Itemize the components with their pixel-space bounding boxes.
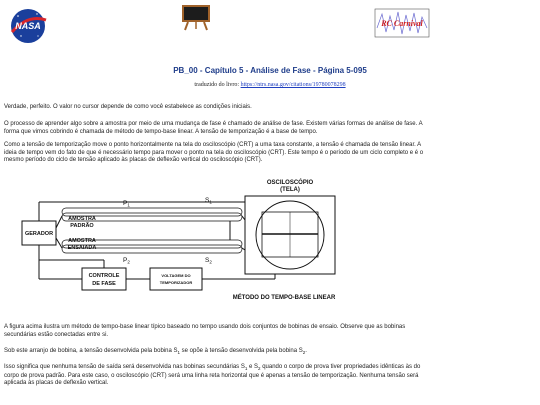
phase-control-label-2: DE FASE (92, 281, 116, 287)
standard-sample-label: AMOSTRA (68, 216, 96, 222)
paragraph-5: Sob este arranjo de bobina, a tensão desenvolvida pela bobina $S_1$ se opõe à tensão desenvolvida pela bobina $S_2$. (4, 348, 307, 356)
chalkboard-icon (180, 3, 212, 31)
tested-sample-label: AMOSTRA (68, 238, 96, 244)
translation-prefix: traduzido do livro: (194, 82, 240, 88)
timer-voltage-box (150, 268, 202, 290)
oscilloscope-label: OSCILOSCÓPIO (266, 180, 314, 186)
svg-text:RC Carnival: RC Carnival (381, 19, 423, 28)
s2-sub: 2 (209, 259, 212, 265)
page-title: PB_00 - Capítulo 5 - Análise de Fase - Página 5-095 (173, 66, 367, 75)
standard-sample-label-2: PADRÃO (70, 223, 94, 229)
p2-sub: 2 (127, 259, 130, 265)
paragraph-4: A figura acima ilustra um método de tempo-base linear típico baseado no tempo usando dois conjuntos de bobinas de ensaio. Observe que as bobinas secundárias estão conectadas entre si. (4, 324, 406, 338)
linear-timebase-diagram (0, 178, 430, 303)
svg-text:P2 (123, 257, 130, 265)
timer-voltage-label-2: TEMPORIZADOR (159, 280, 193, 285)
paragraph-6: Isso significa que nenhuma tensão de saída será desenvolvida nas bobinas secundárias $S_1$ e $S_2$ quando o corpo de prova tiver propriedades idênticas às do corpo de prova padrão. Para este caso, o osciloscópio (CRT) será uma linha reta horizontal que é apenas a tensão de temporização. Nenhuma tensão será aplicada às placas de deflexão vertical. (4, 364, 421, 387)
paragraph-2: O processo de aprender algo sobre a amostra por meio de uma mudança de fase é chamado de análise de fase. Existem várias formas de análise de fase. A forma que vimos cobrindo é chamada de método de tempo-base linear. A tensão de temporização é a base de tempo. (4, 121, 423, 135)
p2-label: P (123, 257, 128, 264)
generator-label: GERADOR (24, 231, 54, 237)
svg-text:NASA: NASA (15, 21, 41, 31)
svg-text:P1 (123, 200, 130, 208)
diagram-caption: MÉTODO DO TEMPO-BASE LINEAR (232, 295, 336, 301)
timer-voltage-label: VOLTAGEM DO (161, 273, 191, 278)
paragraph-1: Verdade, perfeito. O valor no cursor depende de como você estabelece as condições iniciais. (4, 104, 252, 110)
s1-sub: 1 (209, 199, 212, 205)
screen-label: (TELA) (280, 187, 300, 193)
phase-control-label: CONTROLE (88, 273, 120, 279)
s1-label: S (205, 197, 210, 204)
p1-label: P (123, 200, 128, 207)
s2-label: S (205, 257, 210, 264)
tested-sample-label-2: ENSAIADA (67, 245, 97, 251)
translation-source (0, 82, 540, 88)
paragraph-3: Como a tensão de temporização move o ponto horizontalmente na tela do osciloscópio (CRT) a uma taxa constante, a tensão é chamada de tensão linear. A ideia de tempo vem do fato de que é necessário tempo para mover o ponto na tela do osciloscópio (CRT). Este tempo é o período de um ciclo completo e é o mesmo período do ciclo de tensão aplicado às placas de deflexão vertical do osciloscópio (CRT). (4, 142, 424, 163)
svg-text:S2 (205, 257, 212, 265)
source-link[interactable]: https://ntrs.nasa.gov/citations/19780078298 (240, 82, 346, 88)
p1-sub: 1 (127, 202, 130, 208)
svg-text:S1 (205, 197, 212, 205)
nasa-logo (8, 6, 48, 46)
rc-carnival-logo (372, 6, 432, 40)
